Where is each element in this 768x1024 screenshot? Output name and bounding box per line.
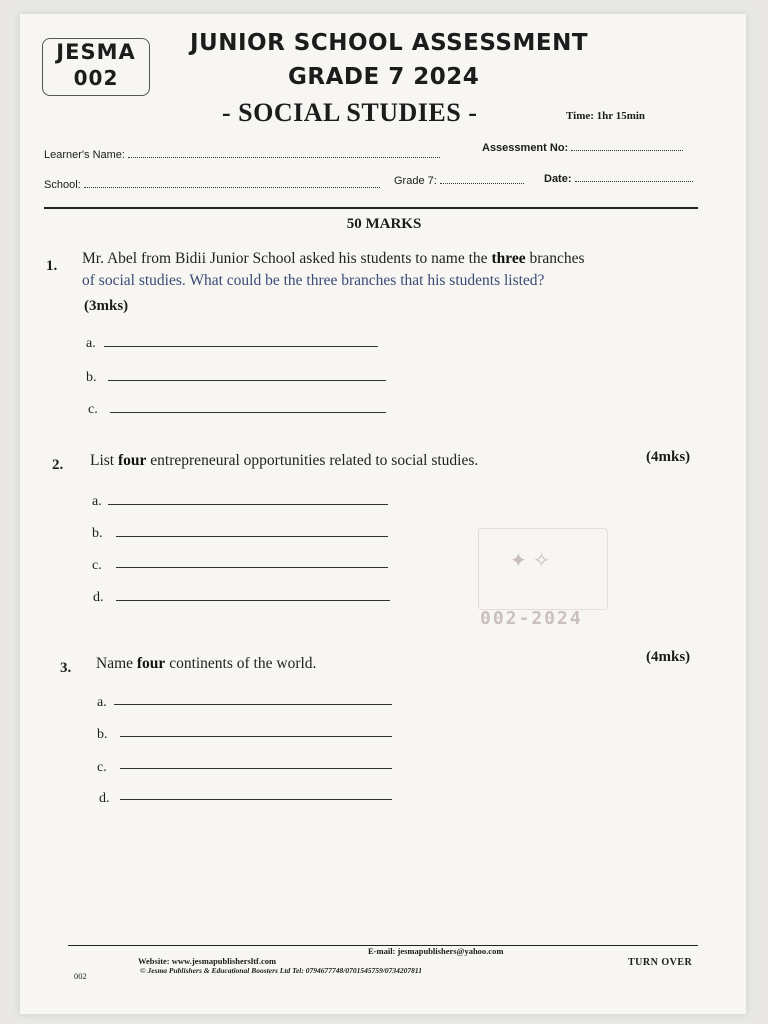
- turn-over: TURN OVER: [628, 957, 693, 968]
- learner-name-field[interactable]: [44, 148, 440, 161]
- header-divider: [44, 207, 698, 209]
- q2-answer-c-label: c.: [92, 558, 102, 573]
- question-3-number: 3.: [60, 660, 72, 676]
- q1-answer-b-line[interactable]: [108, 380, 386, 381]
- footer-page-code: 002: [74, 971, 87, 981]
- date-field[interactable]: [544, 172, 693, 185]
- stamp-code: 002-2024: [480, 608, 583, 629]
- q3-answer-d-label: d.: [99, 791, 110, 806]
- q2-answer-d-label: d.: [93, 590, 104, 605]
- question-1-text-a: Mr. Abel from Bidii Junior School asked his students to name the: [82, 250, 492, 267]
- question-2-number: 2.: [52, 457, 64, 473]
- stamp-emblem-icon: ✦ ✧: [510, 548, 550, 572]
- q2-answer-c-line[interactable]: [116, 567, 388, 568]
- question-3-marks: (4mks): [646, 649, 691, 665]
- question-2-text-b: entrepreneural opportunities related to social studies.: [146, 452, 479, 469]
- question-1-text: [82, 248, 702, 270]
- question-2-bold: four: [118, 452, 147, 469]
- date-label: Date:: [544, 173, 572, 185]
- total-marks: 50 MARKS: [346, 216, 422, 232]
- learner-name-label: Learner's Name:: [44, 149, 125, 161]
- q3-answer-c-line[interactable]: [120, 768, 392, 769]
- question-1-text-line2: of social studies. What could be the three branches that his students listed?: [82, 272, 545, 289]
- q3-answer-b-line[interactable]: [120, 736, 392, 737]
- question-2-text-a: List: [90, 452, 118, 469]
- q3-answer-b-label: b.: [97, 727, 108, 742]
- question-2-text: [90, 450, 630, 472]
- footer-website: Website: www.jesmapublishersltf.com: [138, 956, 277, 966]
- title-line1: JUNIOR SCHOOL ASSESSMENT: [190, 30, 589, 56]
- school-blank[interactable]: [84, 178, 380, 188]
- learner-name-blank[interactable]: [128, 148, 440, 158]
- grade-label: Grade 7:: [394, 175, 437, 187]
- q1-answer-a-label: a.: [86, 336, 96, 351]
- badge-line2: 002: [73, 66, 119, 90]
- badge-line1: JESMA: [56, 40, 136, 64]
- assessment-no-blank[interactable]: [571, 141, 683, 151]
- q3-answer-d-line[interactable]: [120, 799, 392, 800]
- q1-answer-a-line[interactable]: [104, 346, 378, 347]
- assessment-no-field[interactable]: [482, 141, 683, 154]
- question-1-bold: three: [491, 250, 526, 267]
- question-1-text-b: branches: [525, 250, 585, 267]
- q1-answer-c-label: c.: [88, 402, 98, 417]
- grade-blank[interactable]: [440, 174, 524, 184]
- school-field[interactable]: [44, 178, 380, 191]
- question-3-bold: four: [136, 655, 166, 672]
- question-3-text-b: continents of the world.: [165, 655, 317, 672]
- q3-answer-a-label: a.: [97, 695, 107, 710]
- time-allowed: Time: 1hr 15min: [566, 110, 646, 122]
- subject-title: - SOCIAL STUDIES -: [222, 98, 478, 127]
- q2-answer-a-line[interactable]: [108, 504, 388, 505]
- question-3-text: [96, 653, 596, 675]
- date-blank[interactable]: [575, 172, 693, 182]
- question-2-marks: (4mks): [646, 449, 691, 465]
- q1-answer-c-line[interactable]: [110, 412, 386, 413]
- question-1-number: 1.: [46, 258, 58, 274]
- q2-answer-b-line[interactable]: [116, 536, 388, 537]
- q3-answer-c-label: c.: [97, 760, 107, 775]
- footer-email: E-mail: jesmapublishers@yahoo.com: [368, 946, 504, 956]
- q1-answer-b-label: b.: [86, 370, 97, 385]
- question-3-text-a: Name: [96, 655, 137, 672]
- footer-publisher: © Jesma Publishers & Educational Boosters Ltd Tel: 0794677748/0701545759/0734207811: [140, 966, 423, 975]
- q2-answer-d-line[interactable]: [116, 600, 390, 601]
- assessment-no-label: Assessment No:: [482, 142, 569, 154]
- question-1-marks: (3mks): [84, 298, 129, 314]
- q2-answer-b-label: b.: [92, 526, 103, 541]
- q2-answer-a-label: a.: [92, 494, 102, 509]
- grade-field[interactable]: [394, 174, 524, 187]
- exam-paper: [20, 14, 746, 1014]
- school-label: School:: [44, 179, 81, 191]
- jesma-badge: [42, 38, 150, 96]
- q3-answer-a-line[interactable]: [114, 704, 392, 705]
- title-line2: GRADE 7 2024: [288, 64, 480, 90]
